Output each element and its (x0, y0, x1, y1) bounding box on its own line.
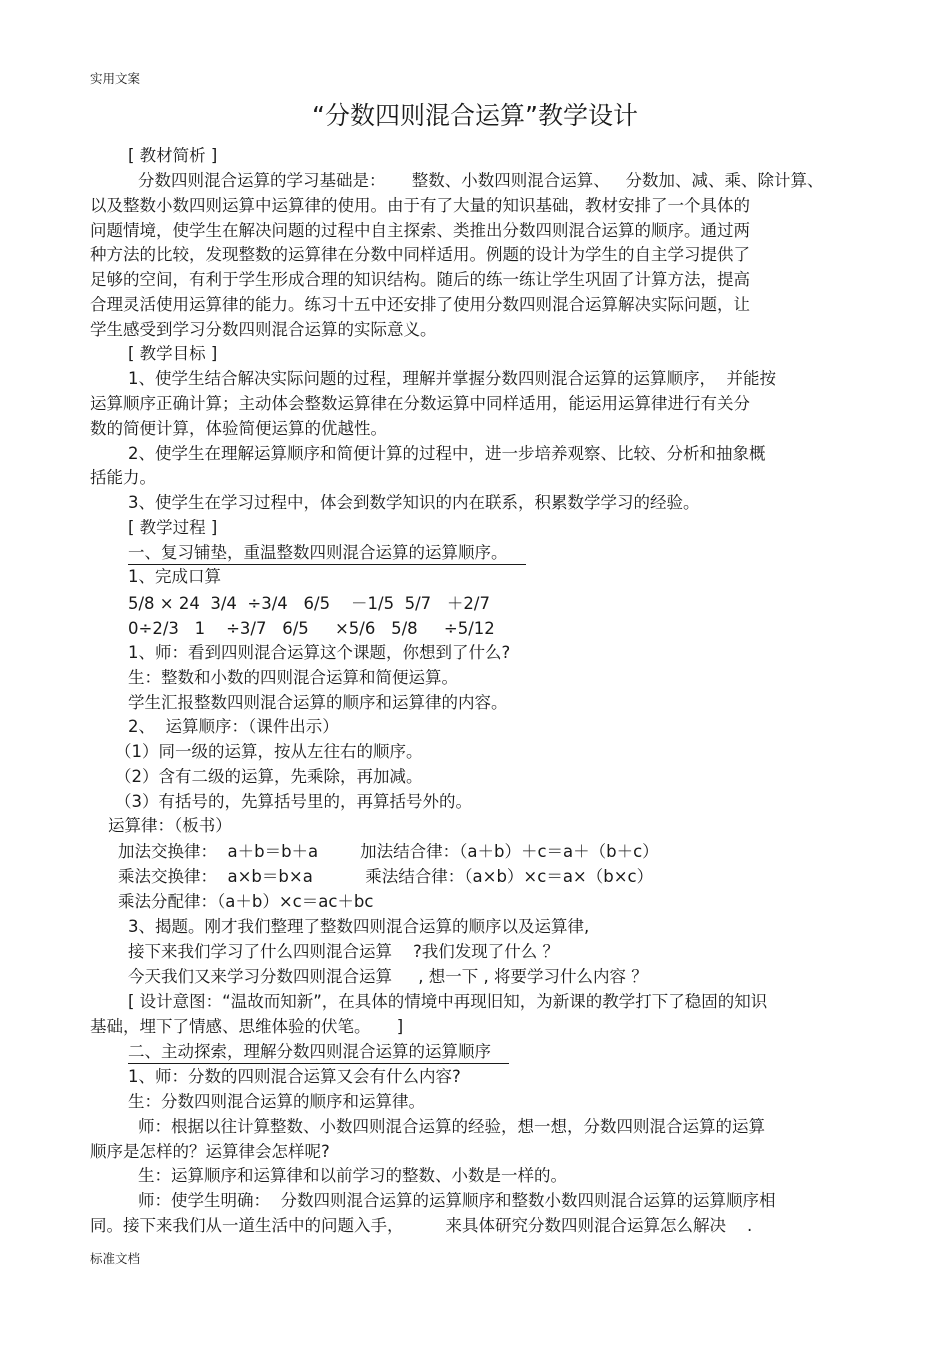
document-title: “分数四则混合运算”教学设计 (312, 101, 638, 130)
arithmetic-line: 0÷2/3 1 ÷3/7 6/5 ×5/6 5/8 ÷5/12 (128, 619, 495, 638)
section-heading: [ 教材简析 ] (128, 146, 218, 165)
paragraph-line: 生：整数和小数的四则混合运算和简便运算。 (128, 668, 458, 687)
paragraph-line: 问题情境，使学生在解决问题的过程中自主探索、类推出分数四则混合运算的顺序。通过两 (90, 221, 750, 240)
paragraph-line: 运算律：（板书） (108, 816, 232, 835)
paragraph-line: 接下来我们学习了什么四则混合运算 ?我们发现了什么 ？ (128, 942, 559, 961)
paragraph-line: 顺序是怎样的？运算律会怎样呢? (90, 1142, 330, 1161)
paragraph-line: 种方法的比较，发现整数的运算律在分数中同样适用。例题的设计为学生的自主学习提供了 (90, 245, 750, 264)
subsection-heading: 一、复习铺垫，重温整数四则混合运算的运算顺序。 (128, 542, 526, 565)
paragraph-line: 运算顺序正确计算；主动体会整数运算律在分数运算中同样适用，能运用运算律进行有关分 (90, 394, 750, 413)
paragraph-line: 1、使学生结合解决实际问题的过程，理解并掌握分数四则混合运算的运算顺序， 并能按 (128, 369, 776, 388)
arithmetic-line: 5/8 × 24 3/4 ÷3/4 6/5 －1/5 5/7 ＋2/7 (128, 594, 490, 613)
paragraph-line: 同。接下来我们从一道生活中的问题入手， 来具体研究分数四则混合运算怎么解决 . (90, 1216, 753, 1235)
paragraph-line: 3、使学生在学习过程中，体会到数学知识的内在联系，积累数学学习的经验。 (128, 493, 700, 512)
subsection-heading: 二、主动探索，理解分数四则混合运算的运算顺序 (128, 1041, 509, 1064)
formula-line: 乘法分配律：（a＋b）×c＝ac＋bc (118, 892, 374, 911)
header-label: 实用文案 (90, 71, 141, 86)
paragraph-line: （1）同一级的运算，按从左往右的顺序。 (115, 742, 423, 761)
paragraph-line: 师：根据以往计算整数、小数四则混合运算的经验，想一想，分数四则混合运算的运算 (138, 1117, 765, 1136)
paragraph-line: 1、师：看到四则混合运算这个课题，你想到了什么? (128, 643, 511, 662)
paragraph-line: 以及整数小数四则运算中运算律的使用。由于有了大量的知识基础，教材安排了一个具体的 (90, 196, 750, 215)
paragraph-line: 3、揭题。刚才我们整理了整数四则混合运算的顺序以及运算律, (128, 917, 590, 936)
paragraph-line: （2）含有二级的运算，先乘除，再加减。 (115, 767, 423, 786)
paragraph-line: 2、使学生在理解运算顺序和简便计算的过程中，进一步培养观察、比较、分析和抽象概 (128, 444, 766, 463)
paragraph-line: 1、师：分数的四则混合运算又会有什么内容? (128, 1067, 461, 1086)
paragraph-line: 学生感受到学习分数四则混合运算的实际意义。 (90, 320, 437, 339)
paragraph-line: [ 设计意图：“温故而知新”，在具体的情境中再现旧知，为新课的教学打下了稳固的知识 (128, 992, 768, 1011)
paragraph-line: 足够的空间，有利于学生形成合理的知识结构。随后的练一练让学生巩固了计算方法，提高 (90, 270, 750, 289)
paragraph-line: 学生汇报整数四则混合运算的顺序和运算律的内容。 (128, 693, 508, 712)
paragraph-line: 数的简便计算，体验简便运算的优越性。 (90, 419, 387, 438)
paragraph-line: 生：分数四则混合运算的顺序和运算律。 (128, 1092, 425, 1111)
paragraph-line: 师：使学生明确： 分数四则混合运算的运算顺序和整数小数四则混合运算的运算顺序相 (138, 1191, 776, 1210)
formula-line: 乘法交换律： a×b＝b×a 乘法结合律：（a×b）×c＝a×（b×c） (118, 867, 654, 886)
paragraph-line: 基础，埋下了情感、思维体验的伏笔。 ] (90, 1017, 404, 1036)
paragraph-line: 生：运算顺序和运算律和以前学习的整数、小数是一样的。 (138, 1166, 567, 1185)
paragraph-line: 分数四则混合运算的学习基础是： 整数、小数四则混合运算、 分数加、减、乘、除计算、 (138, 171, 824, 190)
paragraph-line: 括能力。 (90, 468, 156, 487)
footer-label: 标准文档 (90, 1251, 141, 1266)
paragraph-line: 2、 运算顺序：（课件出示） (128, 717, 339, 736)
section-heading: [ 教学过程 ] (128, 518, 218, 537)
paragraph-line: 1、完成口算 (128, 567, 221, 586)
paragraph-line: 合理灵活使用运算律的能力。练习十五中还安排了使用分数四则混合运算解决实际问题，让 (90, 295, 750, 314)
paragraph-line: （3）有括号的，先算括号里的，再算括号外的。 (115, 792, 472, 811)
section-heading: [ 教学目标 ] (128, 344, 218, 363)
paragraph-line: 今天我们又来学习分数四则混合运算 , 想一下 , 将要学习什么内容 ？ (128, 967, 648, 986)
formula-line: 加法交换律： a＋b＝b＋a 加法结合律：（a＋b）＋c＝a＋（b＋c） (118, 842, 659, 861)
